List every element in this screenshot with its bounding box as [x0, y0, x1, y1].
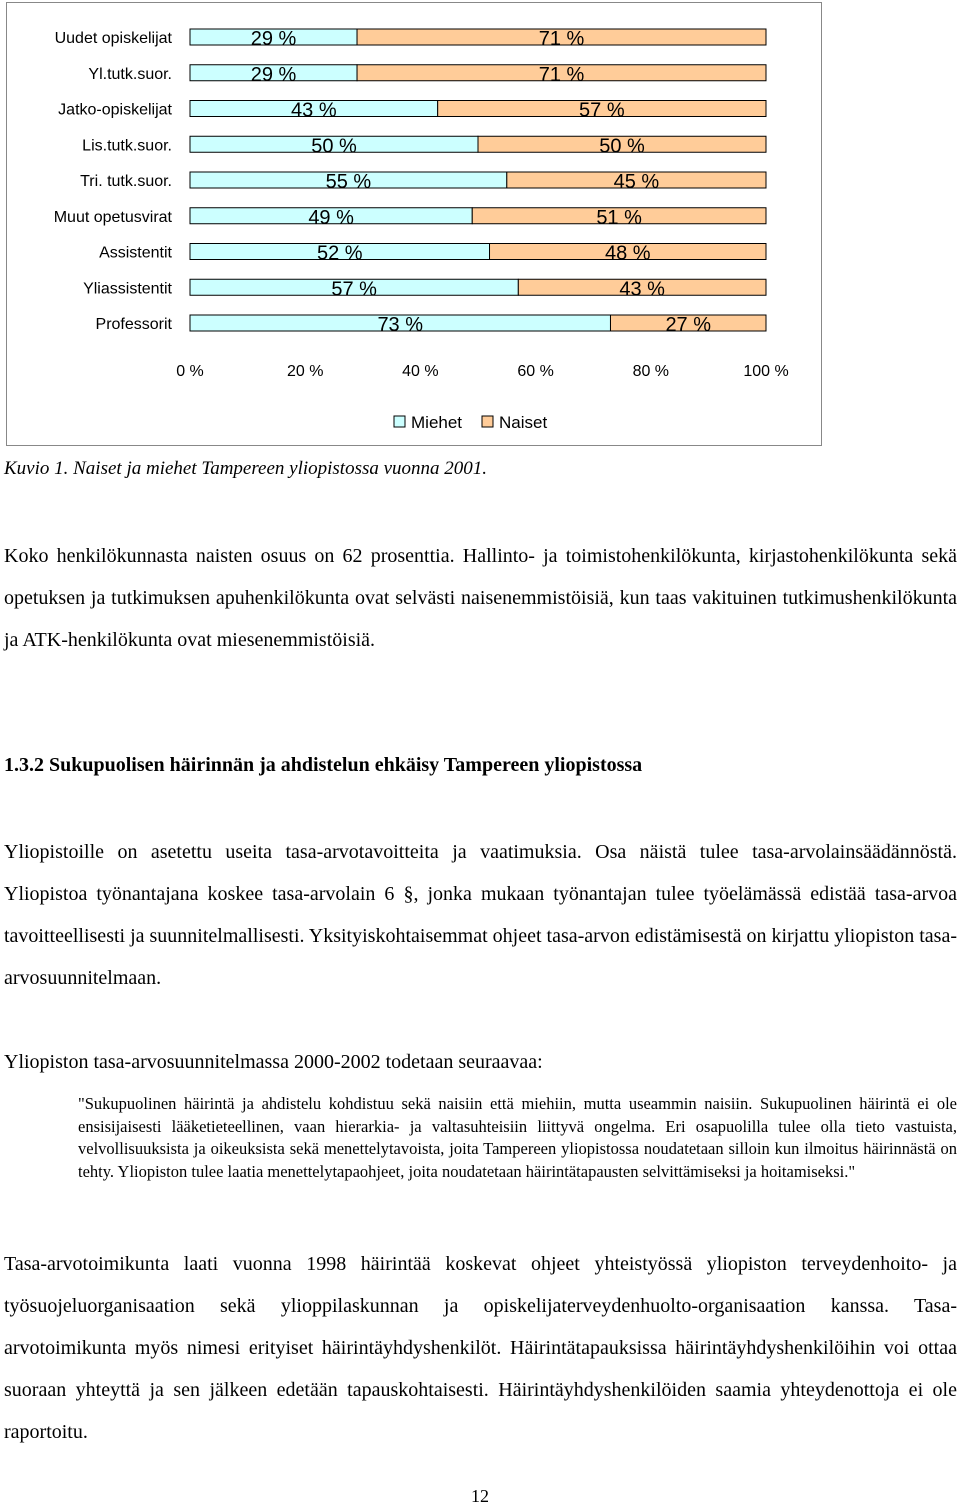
x-tick-label: 20 % [286, 363, 324, 380]
category-label: Muut opetusvirat [53, 208, 172, 226]
x-tick-label: 40 % [402, 363, 439, 380]
x-tick-label: 0 % [176, 363, 204, 380]
data-label: 48 % [604, 242, 651, 265]
paragraph-plan-intro: Yliopiston tasa-arvosuunnitelmassa 2000-2002 todetaan seuraavaa: [4, 1051, 543, 1073]
data-label: 49 % [308, 206, 354, 229]
data-label: 50 % [311, 135, 357, 158]
figure-caption: Kuvio 1. Naiset ja miehet Tampereen yliopistossa vuonna 2001. [4, 458, 488, 479]
data-label: 57 % [579, 99, 625, 122]
data-label: 27 % [665, 314, 712, 336]
data-label: 73 % [377, 314, 424, 336]
x-tick-label: 60 % [517, 363, 554, 380]
paragraph-staff-share: Koko henkilökunnasta naisten osuus on 62 prosenttia. Hallinto- ja toimistohenkilökunta, kirjastohenkilökunta sekä opetuksen ja tutkimuksen apuhenkilökunta ovat selvästi naisenemmistöisiä, kun taas vakituinen tutkimushenkilökunta ja ATK-henkilökunta ovat miesenemmistöisiä. [4, 545, 957, 651]
data-label: 45 % [613, 171, 660, 193]
page-number: 12 [471, 1486, 489, 1506]
data-label: 50 % [599, 135, 645, 158]
category-label: Professorit [95, 316, 172, 333]
legend-naiset-swatch [482, 416, 493, 427]
data-label: 51 % [596, 206, 642, 229]
data-label: 57 % [331, 278, 377, 301]
data-label: 52 % [316, 242, 363, 265]
category-label: Assistentit [99, 244, 172, 262]
category-label: Lis.tutk.suor. [82, 137, 172, 155]
data-label: 71 % [538, 28, 585, 50]
data-label: 43 % [291, 99, 337, 122]
quoted-plan-text: "Sukupuolinen häirintä ja ahdistelu kohdistuu sekä naisiin että miehiin, mutta useammin naisiin. Sukupuolinen häirintä ei ole ensisijaisesti lääketieteellinen, vaan hierarkia- ja valtasuhteisiin liittyvä ongelma. Eri osapuolilla tulee olla tieto vastuista, velvollisuuksista ja oikeuksista sekä menettelytavoista, joita Tampereen yliopistossa noudatetaan silloin kun ilmoitus häirinnästä on tehty. Yliopiston tulee laatia menettelytapaohjeet, joita noudatetaan häirintätapausten selvittämiseksi ja hoitamiseksi." [78, 1094, 957, 1181]
section-heading: 1.3.2 Sukupuolisen häirinnän ja ahdistelun ehkäisy Tampereen yliopistossa [4, 754, 643, 776]
data-label: 29 % [250, 63, 297, 86]
legend-miehet-swatch [394, 416, 405, 427]
stacked-bar-chart [7, 3, 823, 447]
legend-miehet-label: Miehet [411, 413, 463, 432]
legend-naiset-label: Naiset [499, 413, 548, 432]
x-tick-label: 80 % [632, 363, 670, 380]
chart-frame [6, 2, 822, 446]
data-label: 43 % [619, 278, 665, 301]
paragraph-equality-goals: Yliopistoille on asetettu useita tasa-arvotavoitteita ja vaatimuksia. Osa näistä tulee tasa-arvolainsäädännöstä. Yliopistoa työnantajana koskee tasa-arvolain 6 §, jonka mukaan työnantajan tulee työelämässä edistää tasa-arvoa tavoitteellisesti ja suunnitelmallisesti. Yksityiskohtaisemmat ohjeet tasa-arvon edistämisestä on kirjattu yliopiston tasa-arvosuunnitelmaan. [4, 841, 957, 989]
category-label: Uudet opiskelijat [54, 30, 172, 47]
data-label: 71 % [538, 63, 585, 86]
paragraph-harassment-guidelines: Tasa-arvotoimikunta laati vuonna 1998 häirintää koskevat ohjeet yhteistyössä yliopiston terveydenhoito- ja työsuojeluorganisaation sekä ylioppilaskunnan ja opiskelijaterveydenhuolto-organisaation kanssa. Tasa-arvotoimikunta myös nimesi erityiset häirintäyhdyshenkilöt. Häirintätapauksissa häirintäyhdyshenkilöihin voi ottaa suoraan yhteyttä ja sen jälkeen edetään tapauskohtaisesti. Häirintäyhdyshenkilöiden saamia yhteydenottoja ei ole raportoitu. [4, 1253, 957, 1443]
category-label: Tri. tutk.suor. [80, 173, 172, 190]
data-label: 29 % [250, 28, 297, 50]
category-label: Yliassistentit [83, 280, 172, 298]
category-label: Yl.tutk.suor. [88, 65, 172, 83]
x-tick-label: 100 % [743, 363, 789, 380]
category-label: Jatko-opiskelijat [58, 101, 172, 119]
data-label: 55 % [325, 171, 372, 193]
